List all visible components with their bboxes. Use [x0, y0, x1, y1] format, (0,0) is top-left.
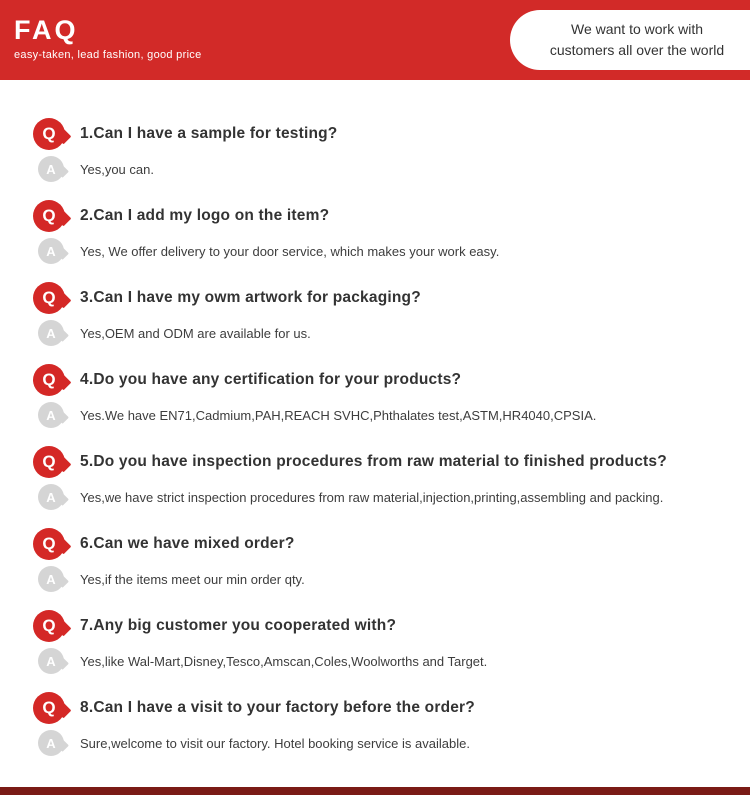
q-badge-icon — [33, 446, 65, 478]
q-badge-letter: Q — [42, 370, 56, 389]
faq-item — [33, 364, 730, 428]
q-badge-letter: Q — [42, 452, 56, 471]
a-badge-icon — [38, 320, 64, 346]
question-row — [33, 118, 730, 150]
answer-row — [38, 484, 730, 510]
q-badge-icon — [33, 364, 65, 396]
a-badge-letter: A — [46, 489, 56, 505]
q-badge-letter: Q — [42, 616, 56, 635]
q-badge-icon — [33, 118, 65, 150]
answer-text: Yes,we have strict inspection procedures from raw material,injection,printing,assembling and packing. — [80, 489, 664, 505]
bubble-line-2: customers all over the world — [549, 42, 725, 58]
faq-item — [33, 528, 730, 592]
q-badge-letter: Q — [42, 534, 56, 553]
q-badge-letter: Q — [42, 698, 56, 717]
a-badge-letter: A — [46, 325, 56, 341]
q-badge-icon — [33, 282, 65, 314]
bottom-accent-bar — [0, 787, 750, 795]
a-badge-letter: A — [46, 653, 56, 669]
faq-list — [0, 80, 750, 756]
a-badge-icon — [38, 484, 64, 510]
question-text: 3.Can I have my owm artwork for packaging? — [80, 289, 421, 306]
question-text: 6.Can we have mixed order? — [80, 535, 295, 552]
a-badge-icon — [38, 402, 64, 428]
faq-item — [33, 610, 730, 674]
answer-row — [38, 156, 730, 182]
page-title: FAQ — [14, 15, 79, 45]
q-badge-letter: Q — [42, 206, 56, 225]
bubble-line-1: We want to work with — [570, 21, 703, 37]
answer-text: Yes,you can. — [80, 161, 154, 177]
a-badge-letter: A — [46, 161, 56, 177]
answer-text: Yes, We offer delivery to your door service, which makes your work easy. — [80, 243, 500, 259]
faq-item — [33, 200, 730, 264]
question-row — [33, 446, 730, 478]
a-badge-icon — [38, 156, 64, 182]
question-row — [33, 282, 730, 314]
a-badge-letter: A — [46, 407, 56, 423]
q-badge-letter: Q — [42, 288, 56, 307]
faq-item — [33, 282, 730, 346]
answer-row — [38, 648, 730, 674]
a-badge-icon — [38, 238, 64, 264]
question-text: 4.Do you have any certification for your products? — [80, 371, 462, 388]
a-badge-letter: A — [46, 243, 56, 259]
faq-item — [33, 446, 730, 510]
question-text: 5.Do you have inspection procedures from raw material to finished products? — [80, 453, 667, 470]
answer-row — [38, 238, 730, 264]
answer-row — [38, 566, 730, 592]
answer-row — [38, 730, 730, 756]
question-text: 1.Can I have a sample for testing? — [80, 125, 338, 142]
answer-row — [38, 402, 730, 428]
q-badge-icon — [33, 610, 65, 642]
faq-item — [33, 118, 730, 182]
faq-item — [33, 692, 730, 756]
a-badge-letter: A — [46, 735, 56, 751]
answer-text: Yes,like Wal-Mart,Disney,Tesco,Amscan,Coles,Woolworths and Target. — [80, 653, 488, 669]
question-text: 7.Any big customer you cooperated with? — [80, 617, 397, 634]
question-row — [33, 528, 730, 560]
q-badge-icon — [33, 692, 65, 724]
a-badge-icon — [38, 730, 64, 756]
question-text: 8.Can I have a visit to your factory before the order? — [80, 699, 475, 716]
answer-text: Yes,OEM and ODM are available for us. — [80, 325, 311, 341]
question-row — [33, 200, 730, 232]
question-text: 2.Can I add my logo on the item? — [80, 207, 330, 224]
answer-row — [38, 320, 730, 346]
answer-text: Sure,welcome to visit our factory. Hotel booking service is available. — [80, 735, 470, 751]
answer-text: Yes,if the items meet our min order qty. — [80, 571, 305, 587]
question-row — [33, 364, 730, 396]
a-badge-icon — [38, 566, 64, 592]
q-badge-icon — [33, 528, 65, 560]
question-row — [33, 692, 730, 724]
a-badge-icon — [38, 648, 64, 674]
page-tagline: easy-taken, lead fashion, good price — [14, 49, 202, 61]
question-row — [33, 610, 730, 642]
a-badge-letter: A — [46, 571, 56, 587]
q-badge-letter: Q — [42, 124, 56, 143]
header-speech-bubble — [510, 10, 750, 70]
answer-text: Yes.We have EN71,Cadmium,PAH,REACH SVHC,Phthalates test,ASTM,HR4040,CPSIA. — [80, 407, 597, 423]
page-header — [0, 0, 750, 80]
q-badge-icon — [33, 200, 65, 232]
